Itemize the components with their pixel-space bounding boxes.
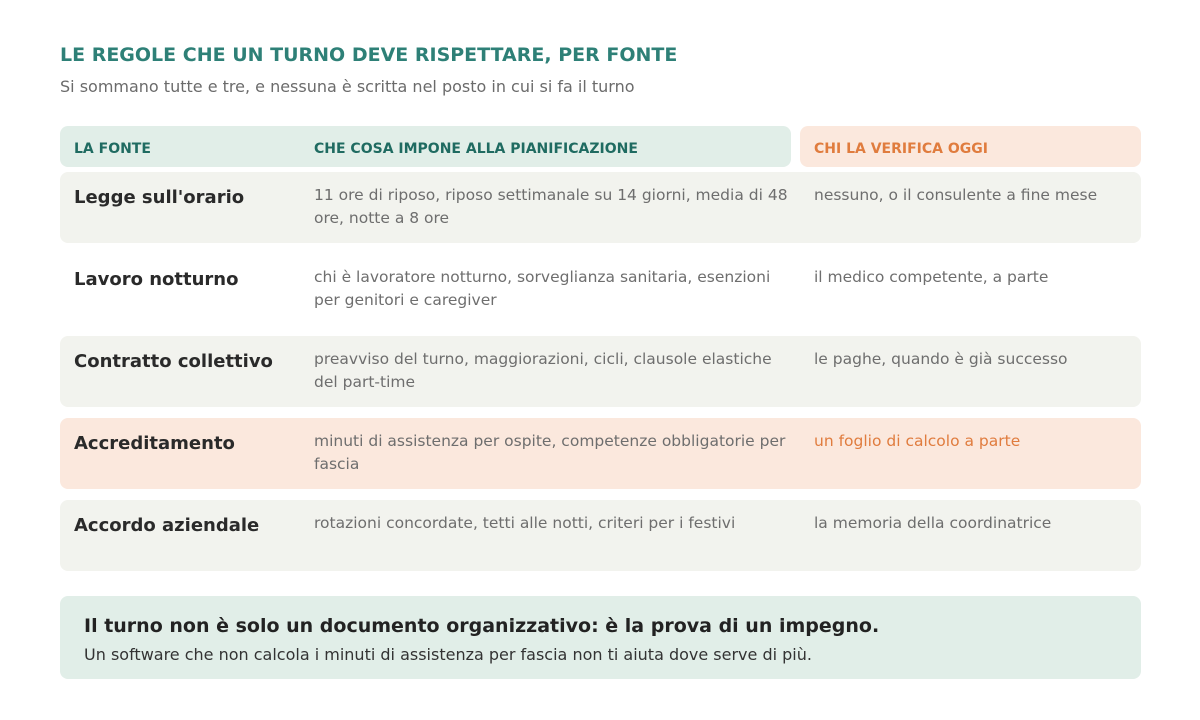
callout-box	[60, 596, 1141, 679]
table-row	[60, 172, 1141, 243]
row-verifier: nessuno, o il consulente a fine mese	[814, 186, 1098, 204]
column-header-imposes: CHE COSA IMPONE ALLA PIANIFICAZIONE	[314, 141, 638, 157]
row-verifier: le paghe, quando è già successo	[814, 350, 1068, 368]
row-imposes: rotazioni concordate, tetti alle notti, criteri per i festivi	[314, 514, 736, 532]
row-source: Accordo aziendale	[74, 515, 260, 536]
row-verifier: il medico competente, a parte	[814, 268, 1049, 286]
row-imposes: chi è lavoratore notturno, sorveglianza sanitaria, esenzioni per genitori e caregiver	[314, 268, 771, 309]
row-source: Accreditamento	[74, 433, 235, 454]
callout-text: Un software che non calcola i minuti di assistenza per fascia non ti aiuta dove serve di più.	[84, 645, 812, 664]
table-row-highlighted	[60, 418, 1141, 489]
row-verifier: un foglio di calcolo a parte	[814, 432, 1021, 450]
table-row	[60, 500, 1141, 571]
row-imposes: 11 ore di riposo, riposo settimanale su 14 giorni, media di 48 ore, notte a 8 ore	[314, 186, 788, 227]
page-title: LE REGOLE CHE UN TURNO DEVE RISPETTARE, PER FONTE	[60, 44, 678, 66]
table-row	[60, 336, 1141, 407]
row-source: Legge sull'orario	[74, 187, 245, 208]
table-row	[60, 254, 1141, 325]
page-subtitle: Si sommano tutte e tre, e nessuna è scritta nel posto in cui si fa il turno	[60, 77, 635, 96]
row-source: Contratto collettivo	[74, 351, 273, 372]
row-source: Lavoro notturno	[74, 269, 239, 290]
row-imposes: minuti di assistenza per ospite, competenze obbligatorie per fascia	[314, 432, 786, 473]
row-imposes: preavviso del turno, maggiorazioni, cicli, clausole elastiche del part-time	[314, 350, 772, 391]
column-header-verifier: CHI LA VERIFICA OGGI	[814, 141, 988, 157]
row-verifier: la memoria della coordinatrice	[814, 514, 1052, 532]
callout-title: Il turno non è solo un documento organizzativo: è la prova di un impegno.	[84, 615, 880, 637]
column-header-source: LA FONTE	[74, 141, 151, 157]
